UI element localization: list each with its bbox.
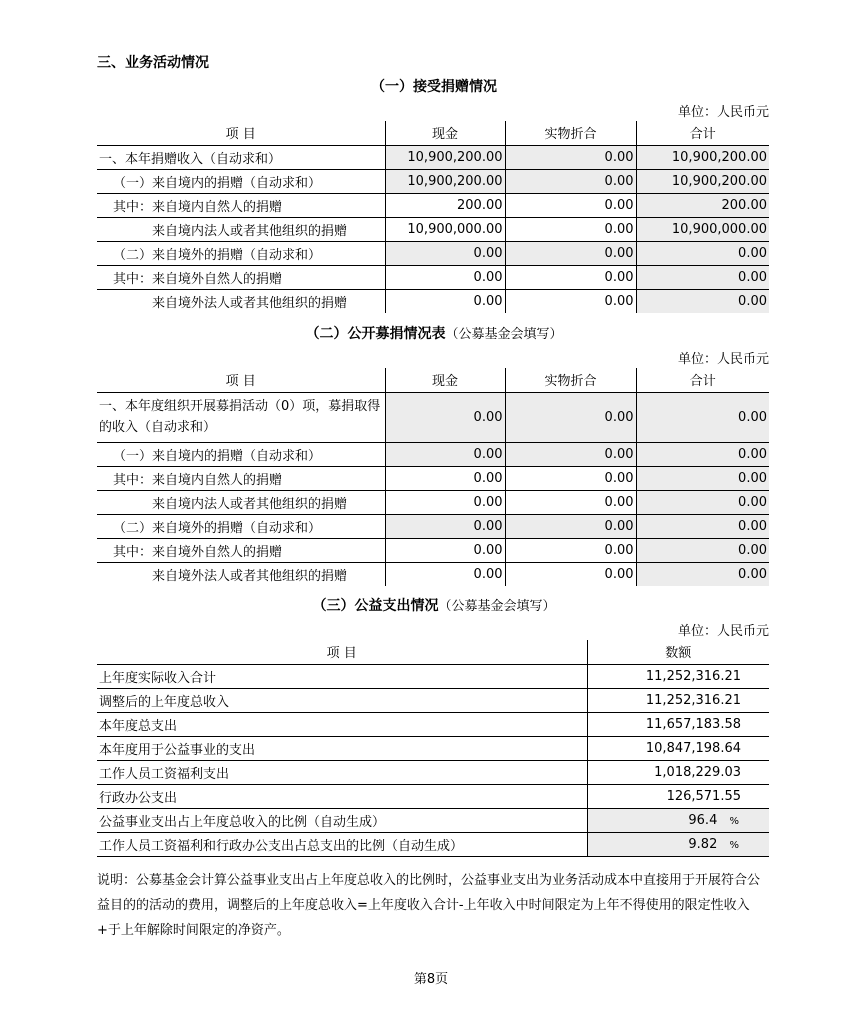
ratio-value: 9.82 [688,836,718,852]
row-label: （一）来自境内的捐赠（自动求和） [97,169,385,193]
total-cell: 10,900,000.00 [636,217,769,241]
expenditure-title [98,595,770,615]
ratio-value: 96.4 [688,812,718,828]
fundraising-title-note: （公募基金会填写） [445,327,563,342]
row-label: 来自境外法人或者其他组织的捐赠 [97,562,385,586]
table-row [97,442,769,466]
goods-cell: 0.00 [505,538,636,562]
row-label: 本年度用于公益事业的支出 [97,736,587,760]
table-header-row [97,121,769,145]
total-cell: 0.00 [636,265,769,289]
header-amount: 数额 [587,640,769,664]
goods-cell: 0.00 [505,241,636,265]
table-row [97,664,769,688]
total-cell: 0.00 [636,241,769,265]
row-label: 工作人员工资福利支出 [97,760,587,784]
table-row [97,265,769,289]
cash-cell: 10,900,200.00 [385,169,505,193]
percent-sign: % [729,815,739,827]
row-label: 来自境内法人或者其他组织的捐赠 [97,490,385,514]
cash-cell: 0.00 [385,265,505,289]
cash-cell: 0.00 [385,514,505,538]
table-row [97,490,769,514]
amount-cell: 10,847,198.64 [587,736,769,760]
fundraising-title [98,323,770,343]
header-cash: 现金 [385,368,505,392]
header-cash: 现金 [385,121,505,145]
goods-cell: 0.00 [505,466,636,490]
donations-unit: 单位：人民币元 [677,105,769,120]
row-label: 调整后的上年度总收入 [97,688,587,712]
table-row [97,466,769,490]
table-row [97,241,769,265]
cash-cell: 0.00 [385,392,505,442]
table-row [97,169,769,193]
total-cell: 10,900,200.00 [636,145,769,169]
fundraising-table [97,368,769,586]
row-label: 其中：来自境内自然人的捐赠 [97,193,385,217]
row-label: 一、本年度组织开展募捐活动（0）项，募捐取得的收入（自动求和） [97,392,385,442]
row-label: 来自境外法人或者其他组织的捐赠 [97,289,385,313]
section-title: 三、业务活动情况 [97,55,209,71]
percent-sign: % [729,839,739,851]
row-label: 其中：来自境外自然人的捐赠 [97,265,385,289]
total-cell: 0.00 [636,289,769,313]
ratio-cell [587,808,769,832]
header-total: 合计 [636,121,769,145]
amount-cell: 11,252,316.21 [587,688,769,712]
cash-cell: 200.00 [385,193,505,217]
total-cell: 0.00 [636,562,769,586]
ratio-cell [587,832,769,856]
row-label: 一、本年捐赠收入（自动求和） [97,145,385,169]
table-row [97,760,769,784]
expenditure-title-note: （公募基金会填写） [438,599,556,614]
goods-cell: 0.00 [505,265,636,289]
table-header-row [97,640,769,664]
row-label: 本年度总支出 [97,712,587,736]
goods-cell: 0.00 [505,289,636,313]
fundraising-unit: 单位：人民币元 [677,352,769,367]
amount-cell: 11,252,316.21 [587,664,769,688]
goods-cell: 0.00 [505,169,636,193]
expenditure-table [97,640,769,857]
table-row [97,562,769,586]
cash-cell: 0.00 [385,241,505,265]
cash-cell: 0.00 [385,538,505,562]
row-label: 其中：来自境内自然人的捐赠 [97,466,385,490]
table-row [97,514,769,538]
cash-cell: 0.00 [385,289,505,313]
table-row [97,688,769,712]
table-row [97,193,769,217]
header-goods: 实物折合 [505,368,636,392]
goods-cell: 0.00 [505,442,636,466]
goods-cell: 0.00 [505,514,636,538]
table-row [97,538,769,562]
table-row [97,289,769,313]
expenditure-title-text: （三）公益支出情况 [312,598,439,614]
row-label: （一）来自境内的捐赠（自动求和） [97,442,385,466]
amount-cell: 1,018,229.03 [587,760,769,784]
cash-cell: 0.00 [385,442,505,466]
total-cell: 0.00 [636,538,769,562]
explanation-note: 说明：公募基金会计算公益事业支出占上年度总收入的比例时，公益事业支出为业务活动成本中直接用于开展符合公益目的的活动的费用，调整后的上年度总收入=上年度收入合计-上年收入中时间限定为上年不得使用的限定性收入+于上年解除时间限定的净资产。 [97,873,761,938]
header-item: 项 目 [97,640,587,664]
total-cell: 0.00 [636,514,769,538]
table-row [97,784,769,808]
cash-cell: 10,900,200.00 [385,145,505,169]
table-row [97,392,769,442]
cash-cell: 0.00 [385,466,505,490]
row-label: （二）来自境外的捐赠（自动求和） [97,241,385,265]
goods-cell: 0.00 [505,193,636,217]
goods-cell: 0.00 [505,562,636,586]
amount-cell: 11,657,183.58 [587,712,769,736]
donations-title: （一）接受捐赠情况 [371,79,497,95]
donations-table [97,121,769,313]
header-total: 合计 [636,368,769,392]
header-goods: 实物折合 [505,121,636,145]
row-label: 行政办公支出 [97,784,587,808]
total-cell: 0.00 [636,490,769,514]
table-row [97,736,769,760]
table-row [97,145,769,169]
cash-cell: 0.00 [385,490,505,514]
page-number: 第8页 [413,972,449,987]
table-row [97,832,769,856]
total-cell: 10,900,200.00 [636,169,769,193]
goods-cell: 0.00 [505,392,636,442]
table-row [97,217,769,241]
row-label: 工作人员工资福利和行政办公支出占总支出的比例（自动生成） [97,832,587,856]
row-label: 来自境内法人或者其他组织的捐赠 [97,217,385,241]
table-header-row [97,368,769,392]
expenditure-unit: 单位：人民币元 [677,624,769,639]
goods-cell: 0.00 [505,490,636,514]
total-cell: 0.00 [636,392,769,442]
row-label: （二）来自境外的捐赠（自动求和） [97,514,385,538]
row-label: 上年度实际收入合计 [97,664,587,688]
fundraising-title-text: （二）公开募捐情况表 [305,326,446,342]
total-cell: 200.00 [636,193,769,217]
header-item: 项 目 [97,121,385,145]
goods-cell: 0.00 [505,217,636,241]
table-row [97,808,769,832]
goods-cell: 0.00 [505,145,636,169]
total-cell: 0.00 [636,466,769,490]
row-label: 公益事业支出占上年度总收入的比例（自动生成） [97,808,587,832]
total-cell: 0.00 [636,442,769,466]
cash-cell: 0.00 [385,562,505,586]
header-item: 项 目 [97,368,385,392]
amount-cell: 126,571.55 [587,784,769,808]
row-label: 其中：来自境外自然人的捐赠 [97,538,385,562]
cash-cell: 10,900,000.00 [385,217,505,241]
table-row [97,712,769,736]
